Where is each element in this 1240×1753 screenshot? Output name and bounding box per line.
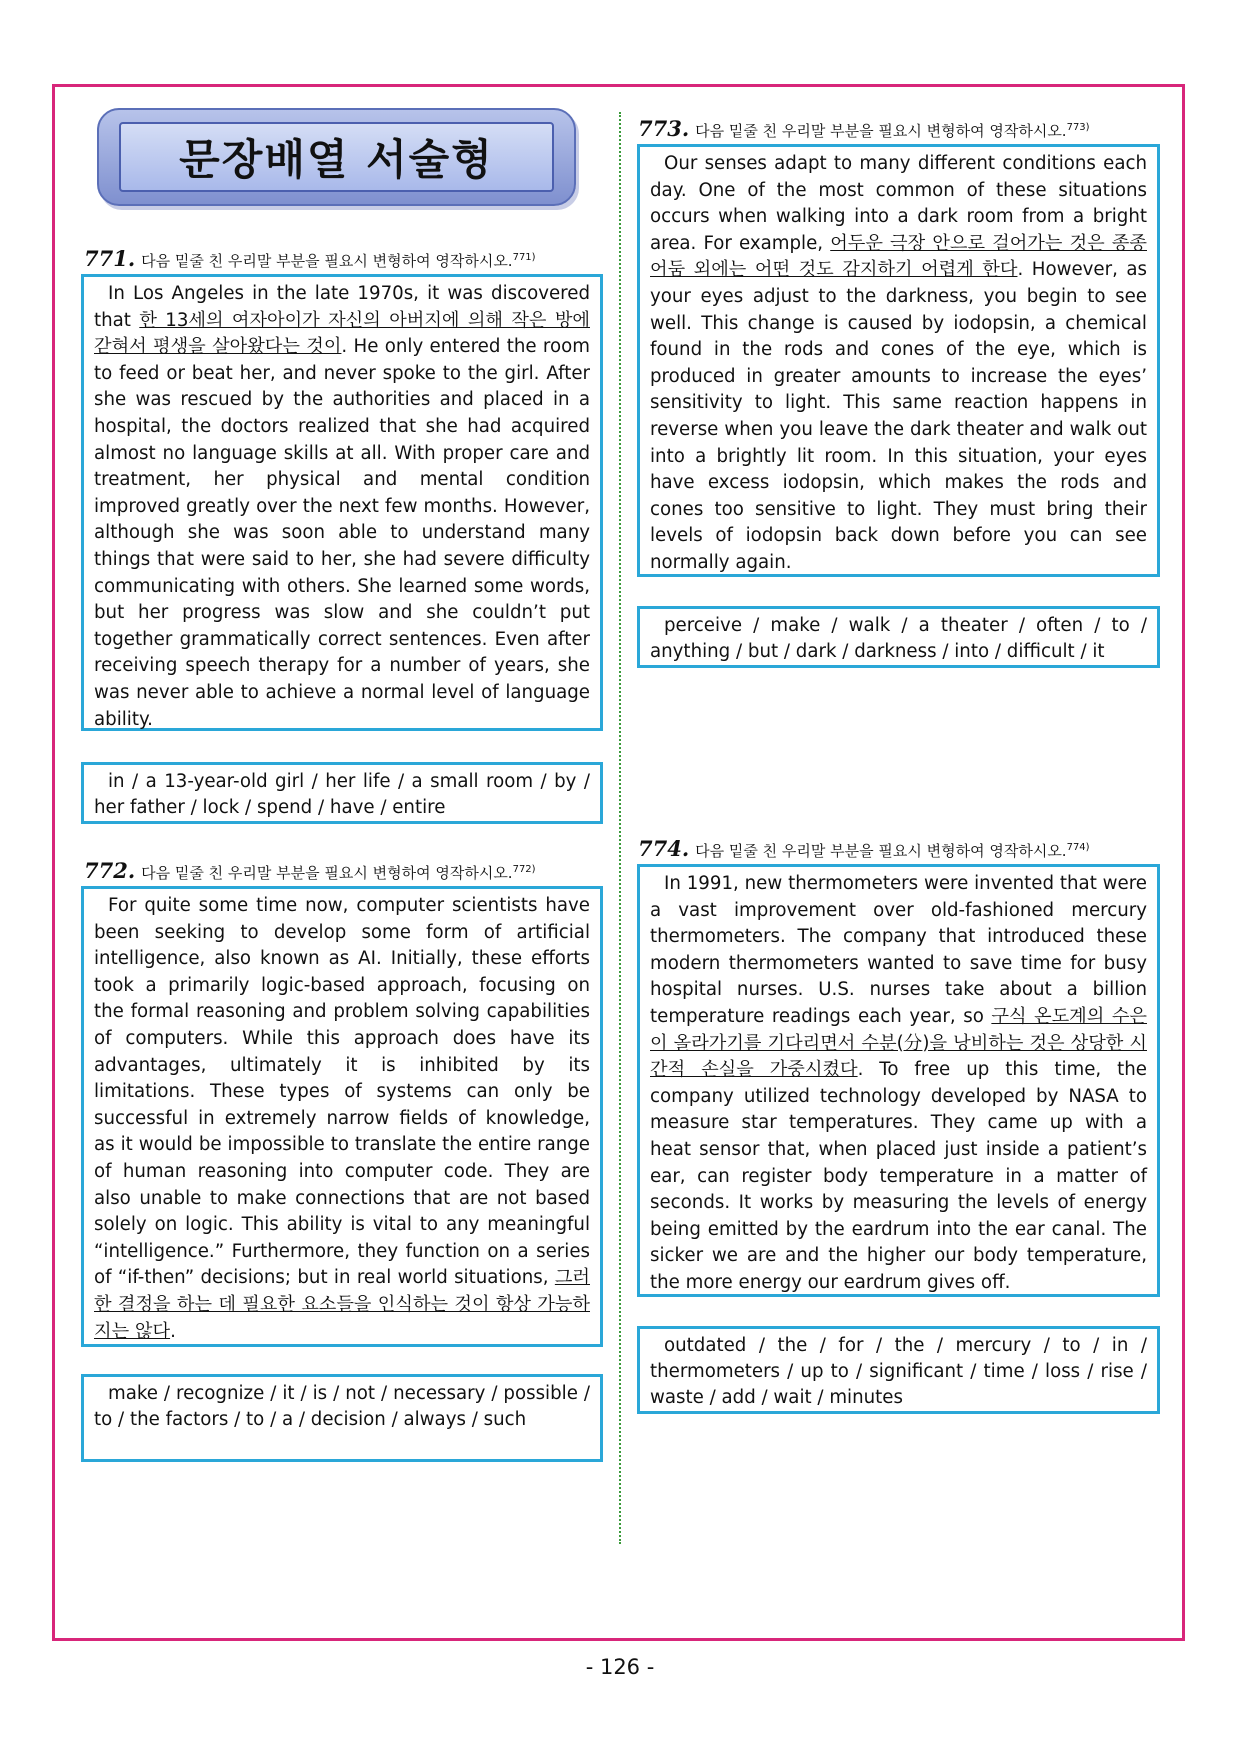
question-771-word-box <box>81 762 603 824</box>
question-774-header <box>638 836 1090 861</box>
question-773-ref: 773) <box>1066 122 1090 133</box>
question-774-passage-b: . To free up this time, the company utilized technology developed by NASA to measure star temperatures. They came up with a heat sensor that, when placed just inside a patient’s ear, can register body temperature in a matter of seconds. It works by measuring the levels of energy being emitted by the eardrum into the ear canal. The sicker we are and the higher our body temperature, the more energy our eardrum gives off. <box>650 1059 1147 1293</box>
question-772-header <box>84 858 536 883</box>
question-771-ref: 771) <box>512 252 536 263</box>
section-title: 문장배열 서술형 <box>179 135 494 184</box>
question-774-passage-a: In 1991, new thermometers were invented that were a vast improvement over old-fashioned mercury thermometers. The company that introduced these modern thermometers wanted to save time for busy hospital nurses. U.S. nurses take about a billion temperature readings each year, so <box>650 873 1147 1027</box>
question-773-underline: 어두운 극장 안으로 걸어가는 것은 종종 어둠 외에는 어떤 것도 감지하기 어렵게 한다 <box>650 232 1147 281</box>
question-772-number: 772. <box>84 858 136 883</box>
question-771-number: 771. <box>84 246 136 271</box>
question-773-passage-a: Our senses adapt to many different conditions each day. One of the most common of these situations occurs when walking into a dark room from a bright area. For example, <box>650 153 1147 254</box>
question-771-header <box>84 246 536 271</box>
question-774-word-box <box>637 1326 1160 1414</box>
question-774-instruction: 다음 밑줄 친 우리말 부분을 필요시 변형하여 영작하시오. <box>695 842 1067 860</box>
question-774-ref: 774) <box>1066 842 1090 853</box>
question-772-word-box <box>81 1374 603 1462</box>
question-772-passage-b: . <box>170 1320 176 1342</box>
question-772-words: make / recognize / it / is / not / necessary / possible / to / the factors / to / a / decision / always / such <box>94 1383 590 1430</box>
page-number: - 126 - <box>585 1655 655 1679</box>
question-773-word-box <box>637 606 1160 668</box>
section-title-inner <box>119 122 554 192</box>
column-divider <box>619 112 621 1544</box>
question-771-passage <box>81 274 603 731</box>
question-774-words: outdated / the / for / the / mercury / to / in / thermometers / up to / significant / time / loss / rise / waste / add / wait / minutes <box>650 1335 1147 1408</box>
question-771-underline: 한 13세의 여자아이가 자신의 아버지에 의해 작은 방에 갇혀서 평생을 살아왔다는 것이 <box>94 309 590 358</box>
section-title-banner <box>97 108 576 206</box>
question-773-header <box>638 116 1090 141</box>
question-773-words: perceive / make / walk / a theater / often / to / anything / but / dark / darkness / into / difficult / it <box>650 615 1147 662</box>
question-771-passage-b: . He only entered the room to feed or beat her, and never spoke to the girl. After she was rescued by the authorities and placed in a hospital, the doctors realized that she had acquired almost no language skills at all. With proper care and treatment, her physical and mental condition improved greatly over the next few months. However, although she was soon able to understand many things that were said to her, she had severe difficulty communicating with others. She learned some words, but her progress was slow and she couldn’t put together grammatically correct sentences. Even after receiving speech therapy for a number of years, she was never able to achieve a normal level of language ability. <box>94 336 590 730</box>
question-773-passage-b: . However, as your eyes adjust to the darkness, you begin to see well. This change is caused by iodopsin, a chemical found in the rods and cones of the eye, which is produced in greater amounts to increase the eyes’ sensitivity to light. This same reaction happens in reverse when you leave the dark theater and walk out into a brightly lit room. In this situation, your eyes have excess iodopsin, which makes the rods and cones too sensitive to light. They must bring their levels of iodopsin back down before you can see normally again. <box>650 259 1148 573</box>
question-773-instruction: 다음 밑줄 친 우리말 부분을 필요시 변형하여 영작하시오. <box>695 122 1067 140</box>
question-774-passage <box>637 864 1160 1297</box>
question-772-passage <box>81 886 603 1347</box>
question-772-passage-a: For quite some time now, computer scientists have been seeking to develop some form of artificial intelligence, also known as AI. Initially, these efforts took a primarily logic-based approach, focusing on the formal reasoning and problem solving capabilities of computers. While this approach does have its advantages, ultimately it is inhibited by its limitations. These types of systems can only be successful in extremely narrow fields of knowledge, as it would be impossible to translate the entire range of human reasoning into computer code. They are also unable to make connections that are not based solely on logic. This ability is vital to any meaningful “intelligence.” Furthermore, they function on a series of “if-then” decisions; but in real world situations, <box>94 895 590 1289</box>
question-771-instruction: 다음 밑줄 친 우리말 부분을 필요시 변형하여 영작하시오. <box>141 252 513 270</box>
question-774-number: 774. <box>638 836 690 861</box>
question-772-underline: 그러한 결정을 하는 데 필요한 요소들을 인식하는 것이 항상 가능하지는 않다 <box>94 1267 590 1342</box>
question-771-passage-a: In Los Angeles in the late 1970s, it was discovered that <box>94 283 590 331</box>
question-772-instruction: 다음 밑줄 친 우리말 부분을 필요시 변형하여 영작하시오. <box>141 864 513 882</box>
question-774-underline: 구식 온도계의 수은이 올라가기를 기다리면서 수분(分)을 낭비하는 것은 상당한 시간적 손실을 가중시켰다 <box>650 1005 1147 1081</box>
question-771-words: in / a 13-year-old girl / her life / a small room / by / her father / lock / spend / have / entire <box>94 771 590 818</box>
question-773-passage <box>637 144 1160 577</box>
question-773-number: 773. <box>638 116 690 141</box>
question-772-ref: 772) <box>512 864 536 875</box>
